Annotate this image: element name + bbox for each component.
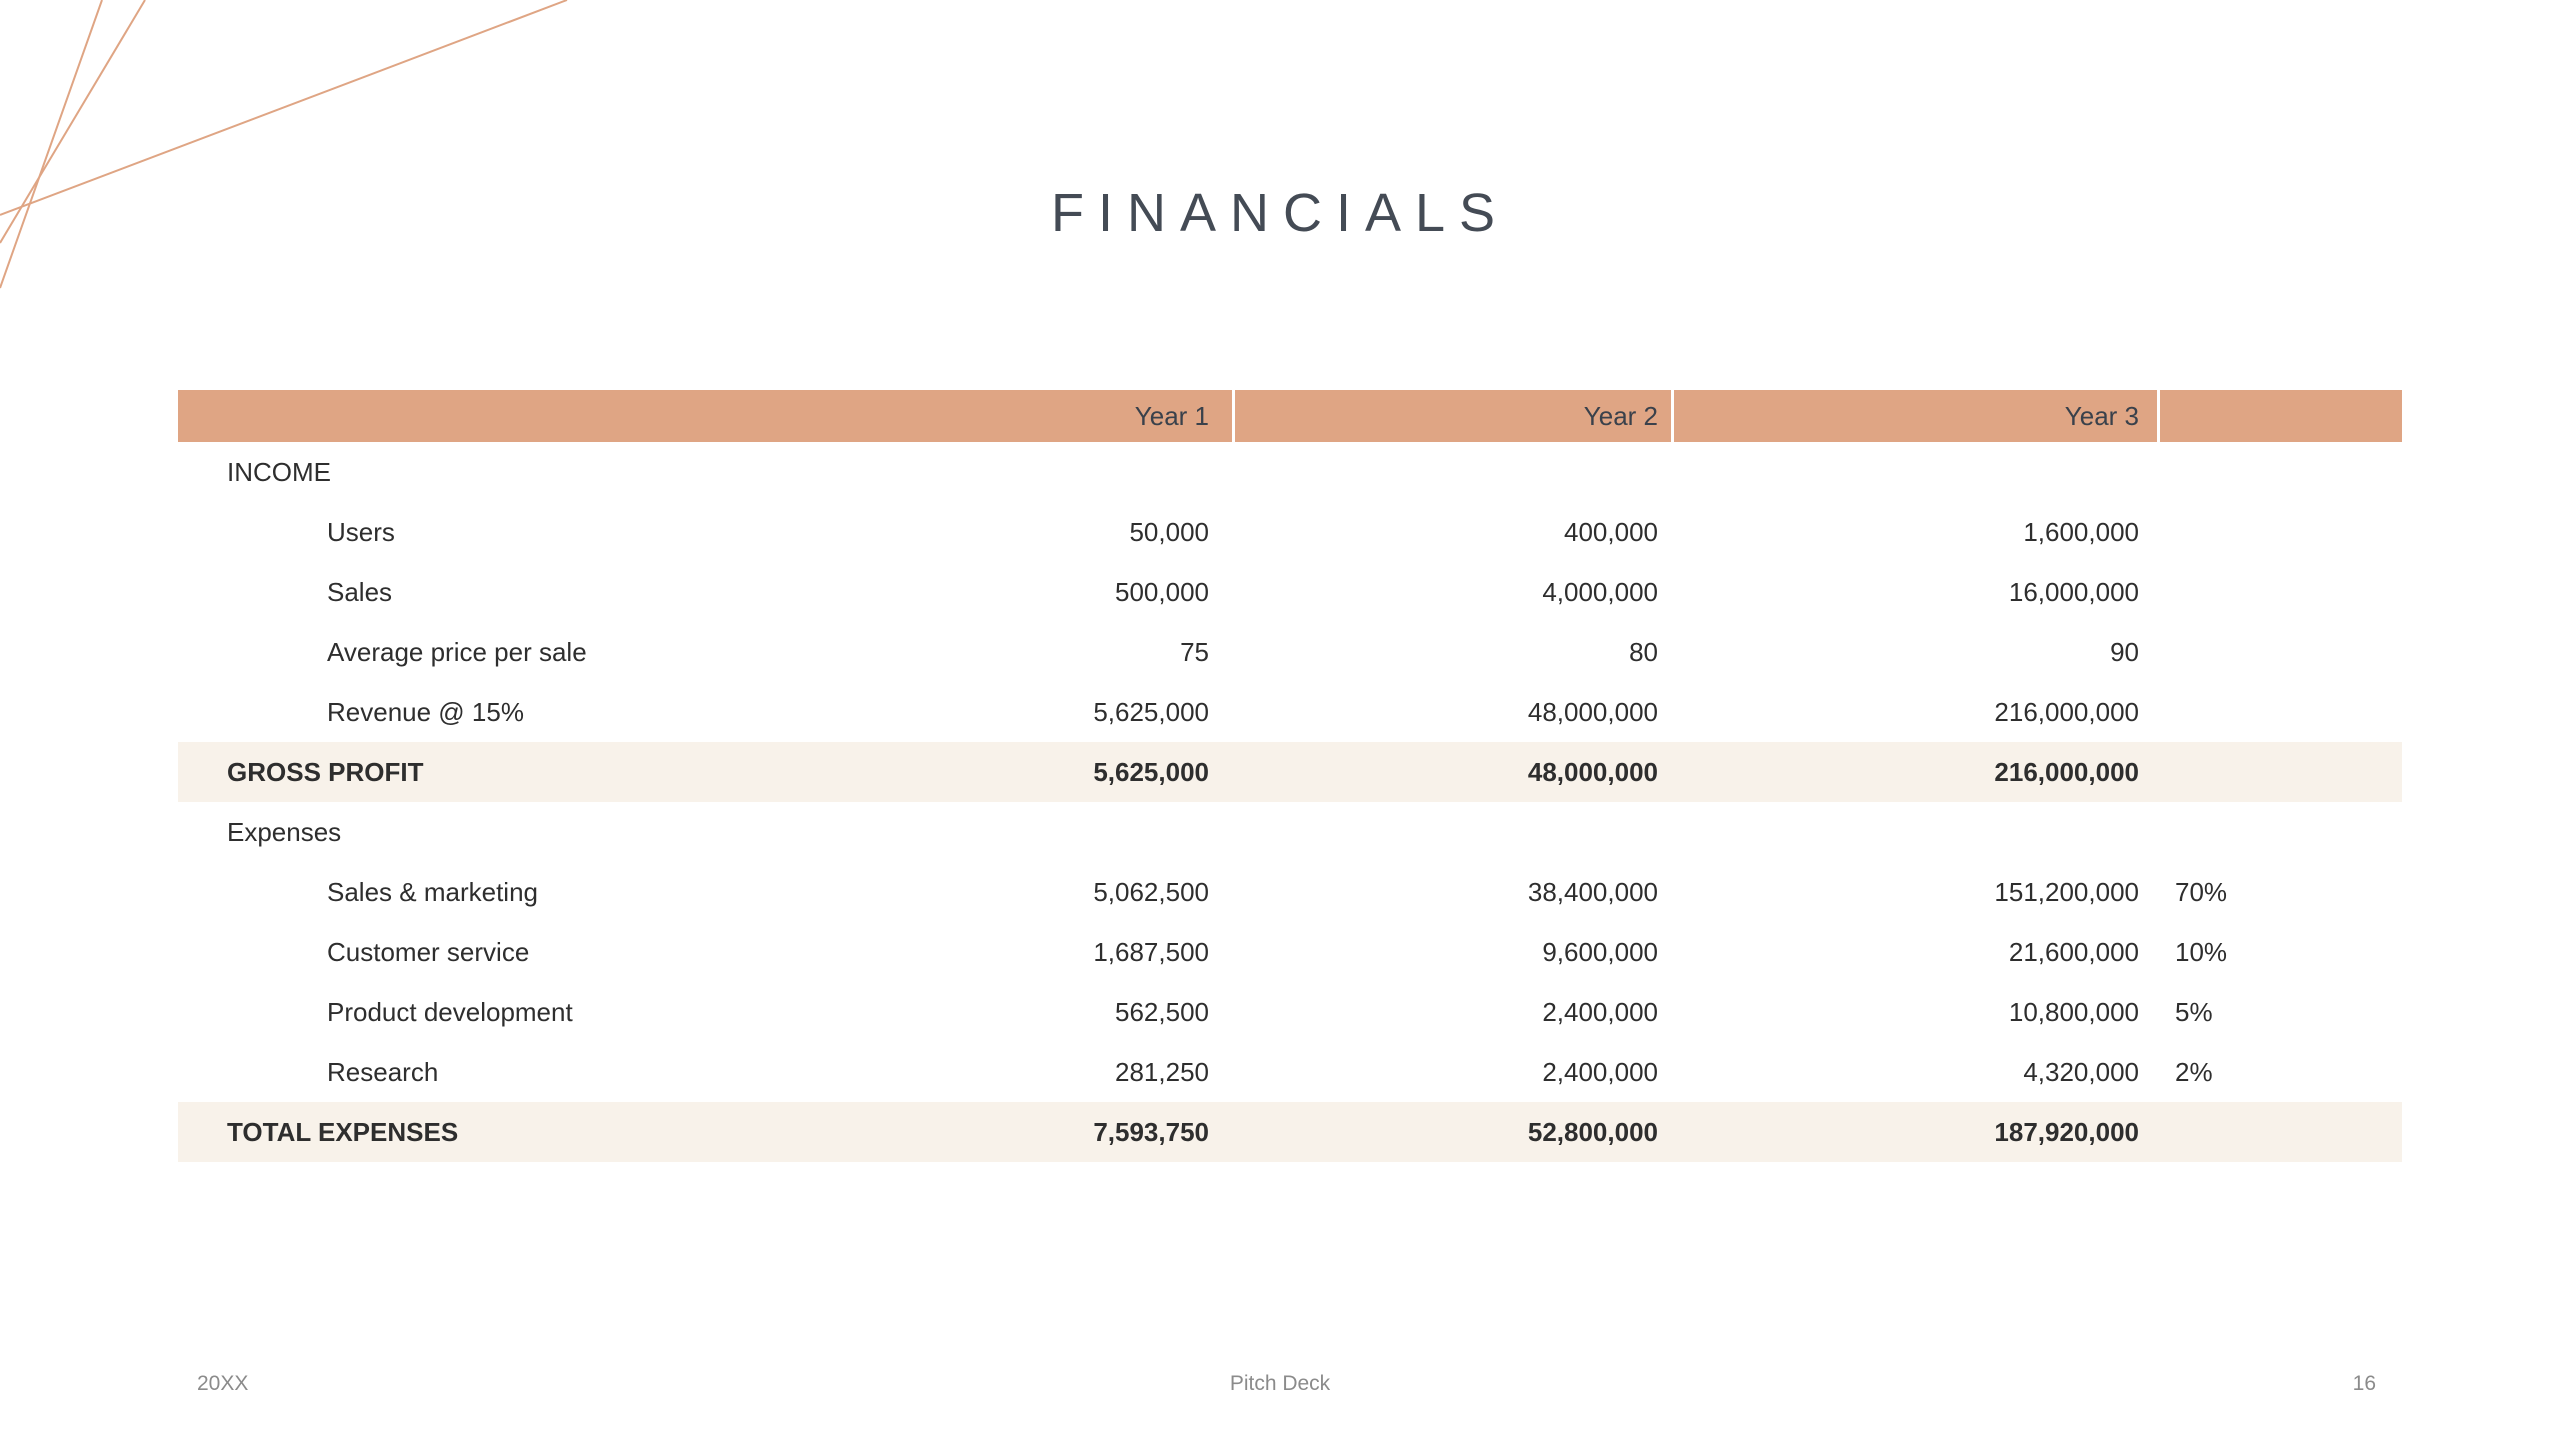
table-row (178, 922, 2402, 982)
table-row (178, 862, 2402, 922)
header-cell-year1 (178, 390, 1232, 442)
row-label: Revenue @ 15% (327, 696, 524, 727)
cell-year1: 562,500 (1115, 996, 1209, 1027)
cell-percent: 2% (2175, 1056, 2213, 1087)
cell-year3: 216,000,000 (1994, 756, 2139, 787)
table-row (178, 442, 2402, 502)
row-label: Product development (327, 996, 573, 1027)
row-label-cell (178, 937, 1232, 968)
cell-year2: 48,000,000 (1527, 756, 1658, 787)
row-label-cell (178, 757, 1232, 788)
table-row (178, 562, 2402, 622)
cell-percent: 5% (2175, 996, 2213, 1027)
table-row (178, 802, 2402, 862)
row-label: Sales (327, 576, 393, 607)
row-label-cell (178, 457, 1232, 488)
cell-year1: 75 (1180, 636, 1209, 667)
cell-year3: 90 (2110, 636, 2139, 667)
table-row (178, 1102, 2402, 1162)
cell-year1: 5,625,000 (1093, 756, 1209, 787)
row-label: TOTAL EXPENSES (227, 1116, 459, 1147)
row-label-cell (178, 877, 1232, 908)
cell-percent: 70% (2175, 876, 2228, 907)
row-label-cell (178, 637, 1232, 668)
row-label: Average price per sale (327, 636, 587, 667)
row-label: INCOME (227, 456, 331, 487)
row-label-cell (178, 1117, 1232, 1148)
cell-year1: 5,062,500 (1093, 876, 1209, 907)
page-title: FINANCIALS (1050, 183, 1510, 243)
row-label: Customer service (327, 936, 530, 967)
cell-year2: 2,400,000 (1542, 1056, 1658, 1087)
cell-year2: 52,800,000 (1527, 1116, 1658, 1147)
cell-year2: 48,000,000 (1527, 696, 1658, 727)
row-label-cell (178, 517, 1232, 548)
row-label-cell (178, 697, 1232, 728)
table-row (178, 742, 2402, 802)
header-cell-year3 (1674, 390, 2157, 442)
table-row (178, 982, 2402, 1042)
cell-year1: 5,625,000 (1093, 696, 1209, 727)
cell-year2: 4,000,000 (1542, 576, 1658, 607)
cell-year3: 16,000,000 (2008, 576, 2139, 607)
slide-footer (0, 1372, 2560, 1402)
row-label: Expenses (227, 816, 342, 847)
cell-year3: 187,920,000 (1994, 1116, 2139, 1147)
row-label: Research (327, 1056, 439, 1087)
cell-year1: 7,593,750 (1093, 1116, 1209, 1147)
table-header-row (178, 390, 2402, 442)
cell-year3: 151,200,000 (1994, 876, 2139, 907)
row-label-cell (178, 1057, 1232, 1088)
cell-year3: 216,000,000 (1994, 696, 2139, 727)
cell-year3: 4,320,000 (2023, 1056, 2139, 1087)
cell-percent: 10% (2175, 936, 2228, 967)
header-year1-label: Year 1 (1134, 400, 1209, 431)
table-body (178, 442, 2402, 1162)
footer-deck-title: Pitch Deck (1229, 1372, 1331, 1395)
row-label-cell (178, 577, 1232, 608)
cell-year3: 21,600,000 (2008, 936, 2139, 967)
header-cell-year2 (1235, 390, 1671, 442)
table-row (178, 502, 2402, 562)
cell-year1: 1,687,500 (1093, 936, 1209, 967)
table-row (178, 1042, 2402, 1102)
header-year2-label: Year 2 (1583, 400, 1658, 431)
cell-year2: 2,400,000 (1542, 996, 1658, 1027)
row-label-cell (178, 817, 1232, 848)
row-label: Users (327, 516, 395, 547)
cell-year2: 9,600,000 (1542, 936, 1658, 967)
cell-year3: 1,600,000 (2023, 516, 2139, 547)
cell-year2: 400,000 (1564, 516, 1658, 547)
cell-year3: 10,800,000 (2008, 996, 2139, 1027)
cell-year1: 281,250 (1115, 1056, 1209, 1087)
cell-year2: 80 (1629, 636, 1658, 667)
table-row (178, 622, 2402, 682)
cell-year2: 38,400,000 (1527, 876, 1658, 907)
row-label: GROSS PROFIT (227, 756, 424, 787)
header-year3-label: Year 3 (2064, 400, 2139, 431)
row-label-cell (178, 997, 1232, 1028)
cell-year1: 50,000 (1129, 516, 1209, 547)
footer-year: 20XX (197, 1372, 249, 1395)
footer-page-number: 16 (2352, 1372, 2376, 1395)
row-label: Sales & marketing (327, 876, 538, 907)
table-row (178, 682, 2402, 742)
cell-year1: 500,000 (1115, 576, 1209, 607)
header-cell-percent (2160, 390, 2402, 442)
financials-table (178, 390, 2402, 1162)
